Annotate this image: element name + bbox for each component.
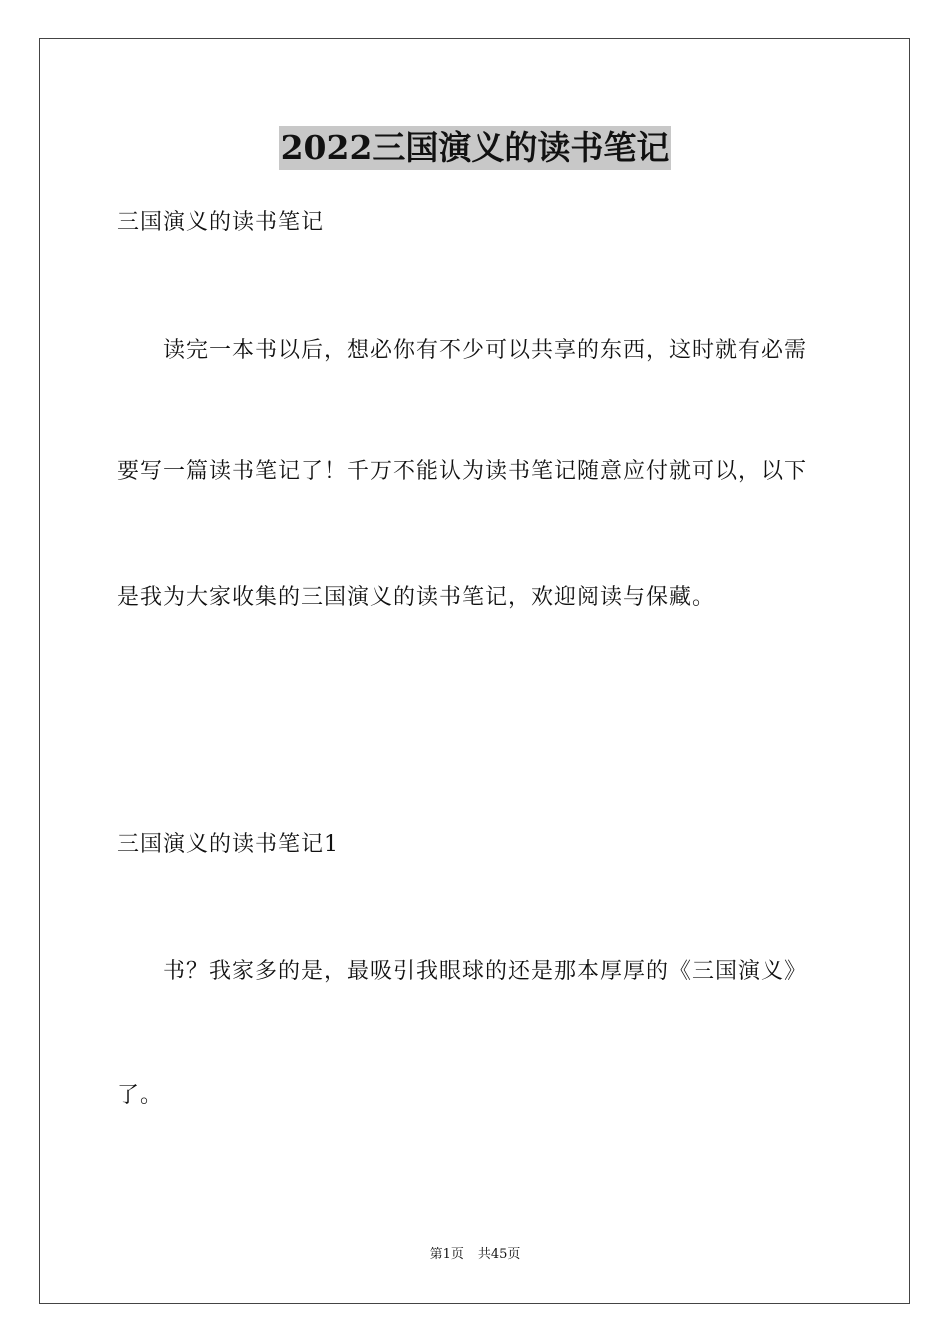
page-number: 第1页 [429, 1247, 464, 1262]
paragraph-line: 读完一本书以后，想必你有不少可以共享的东西，这时就有必需 [163, 338, 808, 363]
paragraph-line: 了。 [117, 1083, 164, 1108]
paragraph-line: 要写一篇读书笔记了！千万不能认为读书笔记随意应付就可以，以下 [117, 459, 808, 484]
paragraph-line: 书？我家多的是，最吸引我眼球的还是那本厚厚的《三国演义》 [163, 959, 808, 984]
subtitle-line: 三国演义的读书笔记 [117, 210, 325, 235]
document-title [0, 126, 950, 170]
section-heading: 三国演义的读书笔记1 [117, 832, 339, 857]
paragraph-line: 是我为大家收集的三国演义的读书笔记，欢迎阅读与保藏。 [117, 585, 716, 610]
document-title-text: 2022三国演义的读书笔记 [279, 126, 672, 170]
page-total: 共45页 [477, 1247, 521, 1262]
page-footer [0, 1246, 950, 1264]
